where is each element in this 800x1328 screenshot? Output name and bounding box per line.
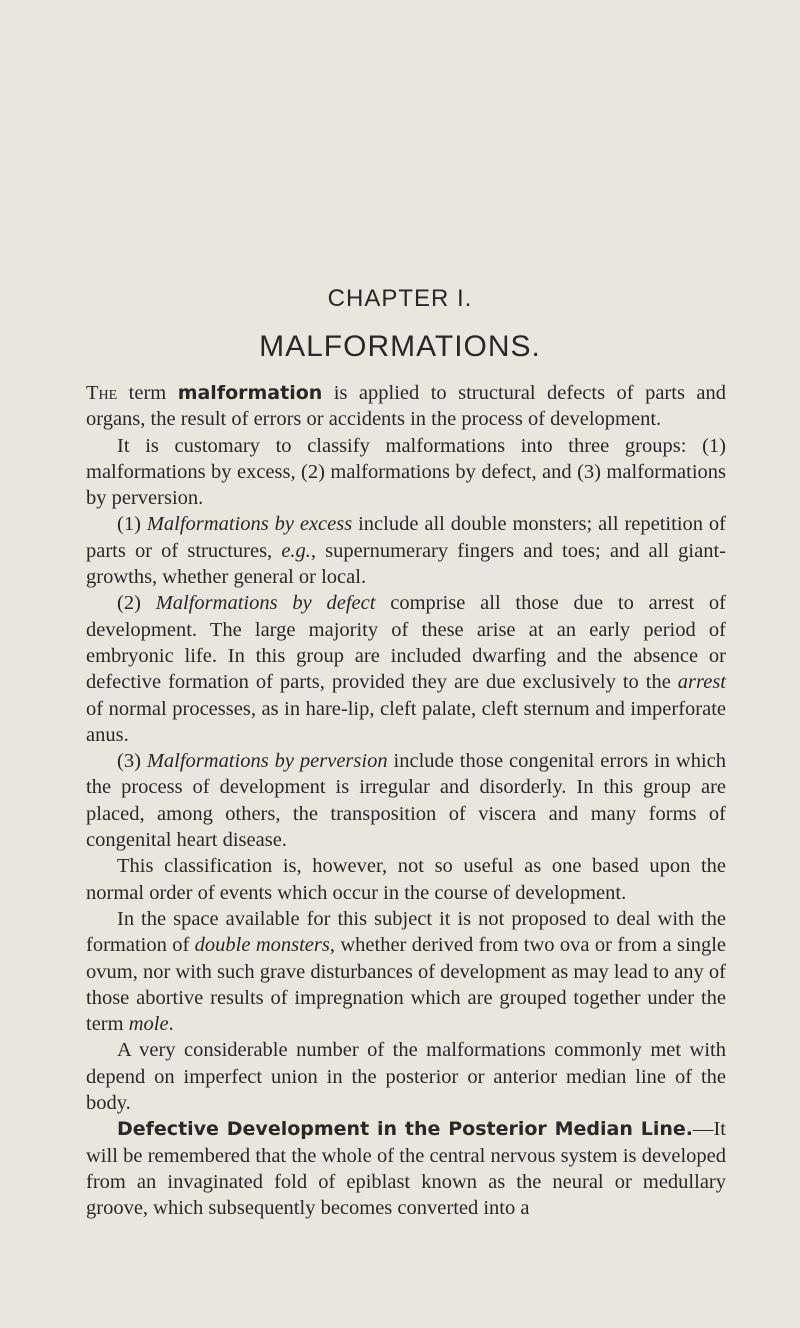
paragraph-text: , whether derived from two ova or from a single ovum, nor with such grave disturbances of development as may lead to any of those abortive results of impregnation which are grouped together under the term [86,934,726,1036]
italic-eg: e.g. [281,539,311,562]
paragraph-text: include those congenital errors in which the process of development is irregular and disorderly. In this group are placed, among others, the transposition of viscera and many forms of congenital heart disease. [86,750,726,852]
paragraph-median-line [86,1037,726,1116]
list-number: (3) [117,750,147,773]
paragraph-text: A very considerable number of the malformations commonly met with depend on imperfect union in the posterior or anterior median line of the body. [86,1039,726,1115]
paragraph-definition: The term malformation is applied to structural defects of parts and organs, the result of errors or accidents in the process of development. [86,382,726,431]
paragraph-text: include all double monsters; all repetition of parts or of structures, [86,513,727,562]
paragraph-text: It is customary to classify malformations into three groups: (1) malformations by excess, (2) malformations by defect, and (3) malformations by perversion. [86,434,726,510]
lead-word: The [86,382,118,404]
paragraph-text: In the space available for this subject it is not proposed to deal with the formation of [86,907,726,957]
paragraph-scope [86,906,726,1037]
italic-arrest: arrest [677,671,726,694]
section-title: MALFORMATIONS. [259,330,541,363]
paragraph-text: This classification is, however, not so useful as one based upon the normal order of events which occur in the course of development. [86,855,726,904]
subheading-defect: Malformations by defect [155,592,376,615]
list-number: (2) [117,592,156,615]
paragraph-text: . [168,1013,174,1036]
paragraph-text: comprise all those due to arrest of development. The large majority of these arise at an early period of embryonic life. In this group are included dwarfing and the absence or defective formation of parts, provided they are due exclusively to the [86,592,727,694]
list-number: (1) [117,513,147,536]
term-malformation: malformation [177,382,323,404]
italic-double-monsters: double monsters [194,934,330,957]
paragraph-classification [86,433,726,512]
paragraph-posterior-median [86,1116,726,1221]
paragraph-text: is applied to structural defects of parts and organs, the result of errors or accidents in the process of development. [86,382,726,431]
paragraph-usefulness [86,853,726,906]
subheading-perversion: Malformations by perversion [146,750,388,773]
paragraph-defect [86,590,726,748]
paragraph-perversion [86,748,726,853]
chapter-heading: CHAPTER I. [327,285,473,312]
paragraph-excess [86,511,726,590]
paragraph-text: of normal processes, as in hare-lip, cleft palate, cleft sternum and imperforate anus. [86,697,726,746]
paragraph-text: It will be remembered that the whole of the central nervous system is developed from an invaginated fold of epiblast known as the neural or medullary groove, which subsequently becomes converted into a [86,1118,726,1220]
section-heading-posterior-median-line: Defective Development in the Posterior Median Line. [117,1118,693,1141]
paragraph-text: , supernumerary fingers and toes; and all giant-growths, whether general or local. [86,539,726,589]
body-text [86,380,726,1222]
subheading-excess: Malformations by excess [146,513,353,536]
italic-mole: mole [128,1013,169,1036]
em-dash: — [692,1118,714,1141]
